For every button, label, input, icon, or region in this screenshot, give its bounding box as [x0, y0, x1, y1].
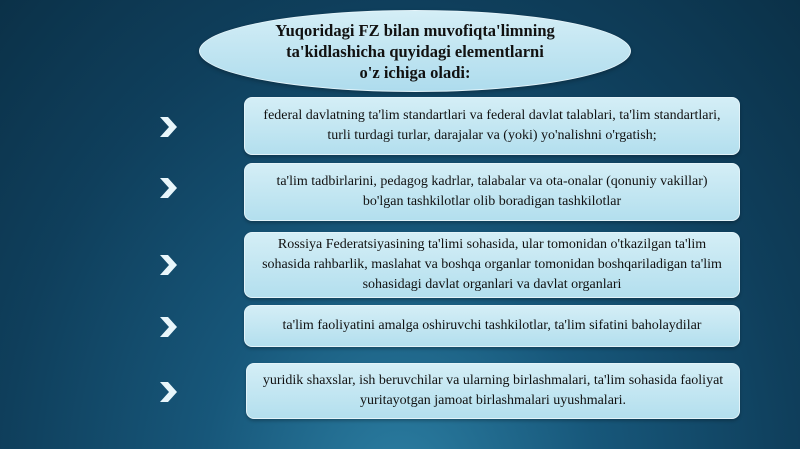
list-item-text: yuridik shaxslar, ish beruvchilar va ularning birlashmalari, ta'lim sohasida faoliyat yuritayotgan jamoat birlashmalari uyushmalari. — [262, 373, 724, 408]
chevron-right-icon — [157, 253, 179, 277]
title-oval — [199, 10, 631, 92]
list-item-text: Rossiya Federatsiyasining ta'limi sohasida, ular tomonidan o'tkazilgan ta'lim sohasida rahbarlik, maslahat va boshqa organlar tomonidan boshqariladigan ta'lim sohasidagi davlat organlari va davlat organlari — [262, 237, 722, 292]
list-item-text: ta'lim tadbirlarini, pedagog kadrlar, talabalar va ota-onalar (qonuniy vakillar) bo'lgan tashkilotlar olib boradigan tashkilotlar — [276, 174, 708, 209]
slide-title: Yuqoridagi FZ bilan muvofiqta'limning ta'kidlashicha quyidagi elementlarni o'z ichiga oladi: — [275, 20, 555, 82]
chevron-right-icon — [157, 115, 179, 139]
list-item — [244, 163, 740, 221]
list-item-text: federal davlatning ta'lim standartlari va federal davlat talablari, ta'lim standartlari, turli turdagi turlar, darajalar va (yoki) yo'nalishni o'rgatish; — [263, 108, 721, 143]
list-item — [244, 305, 740, 347]
list-item — [244, 232, 740, 298]
chevron-right-icon — [157, 176, 179, 200]
chevron-right-icon — [157, 315, 179, 339]
chevron-right-icon — [157, 380, 179, 404]
list-item — [246, 363, 740, 419]
list-item — [244, 97, 740, 155]
list-item-text: ta'lim faoliyatini amalga oshiruvchi tashkilotlar, ta'lim sifatini baholaydilar — [282, 318, 702, 333]
